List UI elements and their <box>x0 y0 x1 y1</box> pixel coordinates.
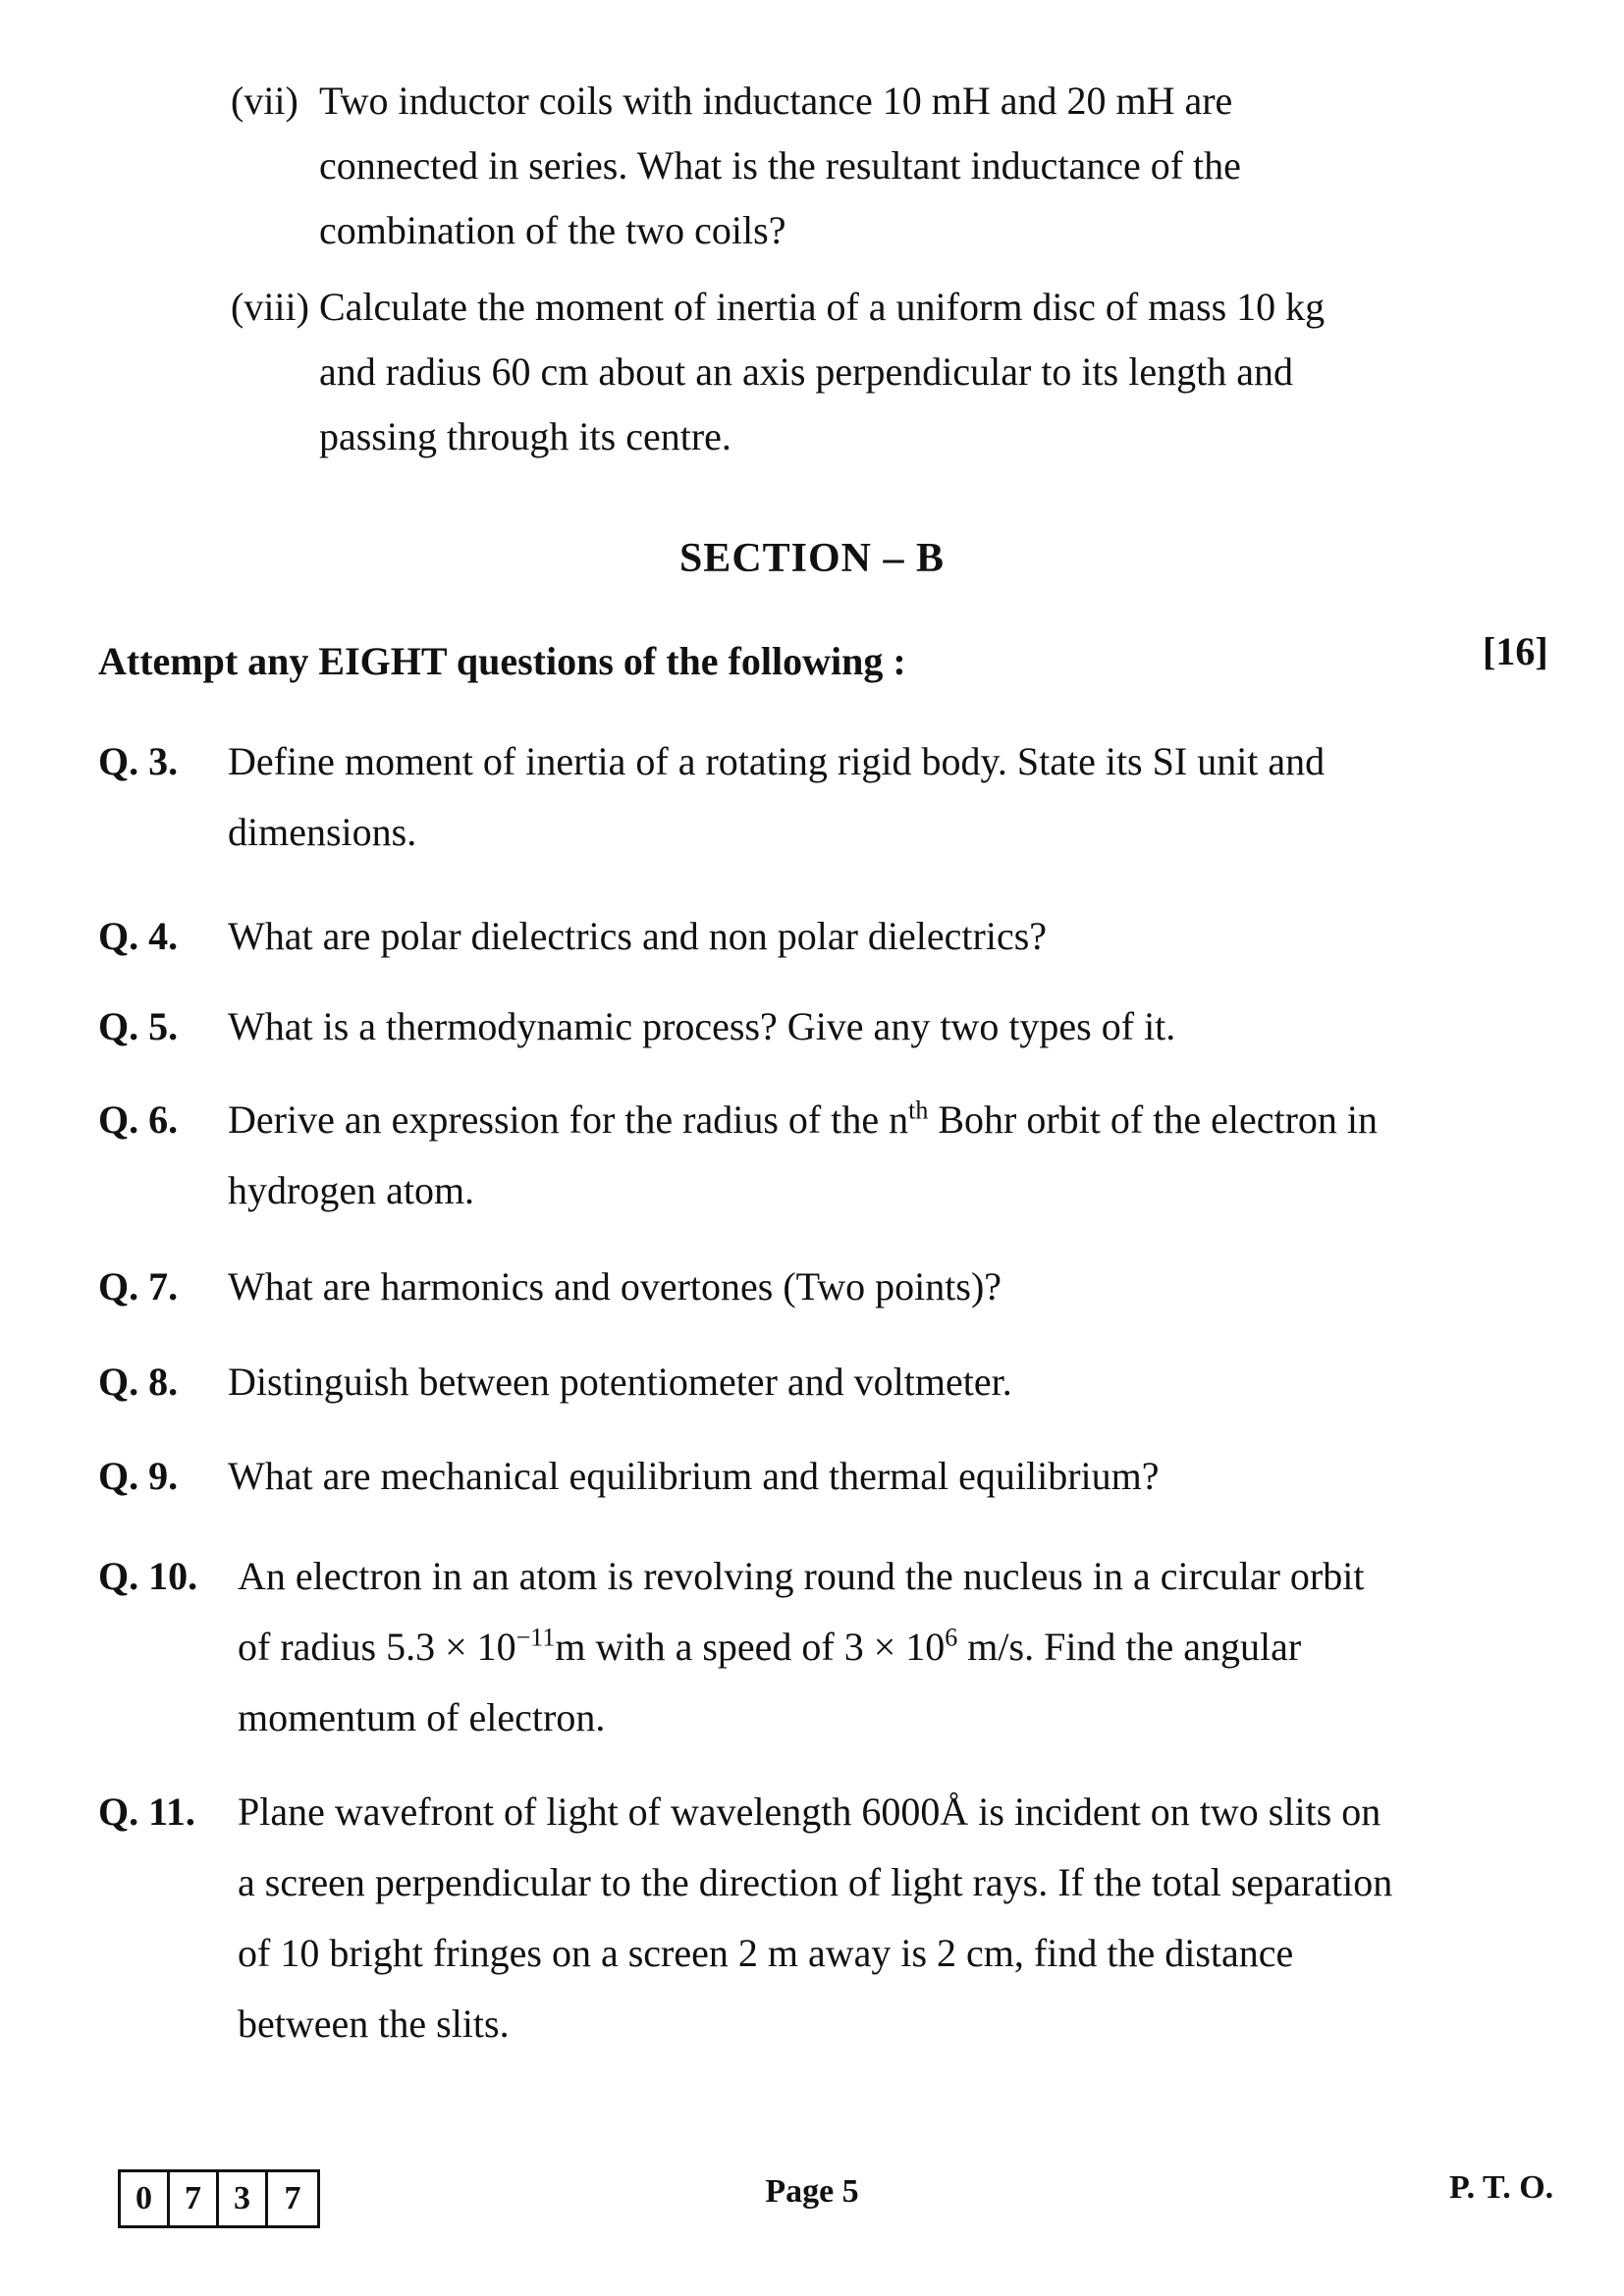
subquestion-text: Two inductor coils with inductance 10 mH and 20 mH are connected in series. What is the resultant inductance of the combination of the two coils? <box>319 79 1241 252</box>
superscript: 6 <box>945 1623 958 1652</box>
question-text: What are mechanical equilibrium and thermal equilibrium? <box>228 1454 1160 1498</box>
question-number: Q. 8. <box>98 1360 179 1404</box>
question-number: Q. 3. <box>98 739 179 783</box>
question-text <box>228 1085 1394 1226</box>
question-number: Q. 9. <box>98 1454 179 1498</box>
question-text-part: Bohr orbit of the electron in hydrogen atom. <box>228 1097 1378 1212</box>
subquestion-viii <box>231 275 1389 469</box>
question-text <box>238 1541 1394 1753</box>
question-8 <box>98 1347 1394 1417</box>
please-turn-over: P. T. O. <box>1449 2169 1554 2206</box>
subquestion-vii <box>231 69 1389 263</box>
question-9 <box>98 1441 1394 1512</box>
question-6 <box>98 1085 1394 1226</box>
subquestion-number: (vii) <box>231 79 298 123</box>
question-text-part: m/s. Find the angular momentum of electron. <box>238 1625 1302 1739</box>
question-number: Q. 6. <box>98 1097 179 1142</box>
superscript: −11 <box>515 1623 556 1652</box>
paper-code-digit: 7 <box>284 2180 301 2216</box>
section-title: SECTION – B <box>678 536 946 581</box>
question-text: Define moment of inertia of a rotating rigid body. State its SI unit and dimensions. <box>228 739 1326 854</box>
paper-code-digit: 0 <box>121 2172 170 2225</box>
question-text: What are polar dielectrics and non polar dielectrics? <box>228 914 1048 958</box>
question-11 <box>98 1777 1394 2059</box>
question-number: Q. 5. <box>98 1004 179 1048</box>
superscript: th <box>908 1095 929 1125</box>
question-7 <box>98 1252 1394 1322</box>
paper-code-digit: 3 <box>219 2172 268 2225</box>
page-number: Page 5 <box>765 2173 859 2210</box>
section-instruction: Attempt any EIGHT questions of the following : <box>98 639 906 683</box>
question-text-part: m with a speed of 3 × 10 <box>555 1625 946 1669</box>
question-number: Q. 7. <box>98 1264 179 1308</box>
question-5 <box>98 991 1394 1062</box>
section-marks: [16] <box>1483 629 1548 673</box>
subquestion-number: (viii) <box>231 285 309 329</box>
question-text: What is a thermodynamic process? Give any two types of it. <box>228 1004 1176 1048</box>
question-text-part: An electron in an atom is revolving round the nucleus in a circular orbit of radius 5.3 × 10 <box>238 1554 1365 1669</box>
question-text: Distinguish between potentiometer and voltmeter. <box>228 1360 1012 1404</box>
paper-code-digit: 7 <box>170 2172 219 2225</box>
question-10 <box>98 1541 1394 1753</box>
question-3 <box>98 726 1394 868</box>
question-text: What are harmonics and overtones (Two points)? <box>228 1264 1002 1308</box>
question-4 <box>98 901 1394 972</box>
question-number: Q. 10. <box>98 1554 198 1598</box>
question-number: Q. 4. <box>98 914 179 958</box>
subquestion-text: Calculate the moment of inertia of a uniform disc of mass 10 kg and radius 60 cm about an axis perpendicular to its length and passing through its centre. <box>319 285 1326 458</box>
question-text: Plane wavefront of light of wavelength 6000Å is incident on two slits on a screen perpendicular to the direction of light rays. If the total separation of 10 bright fringes on a screen 2 m away is 2 cm, find the distance between the slits. <box>238 1789 1393 2046</box>
question-number: Q. 11. <box>98 1789 195 1834</box>
question-text-part: Derive an expression for the radius of the n <box>228 1097 909 1142</box>
